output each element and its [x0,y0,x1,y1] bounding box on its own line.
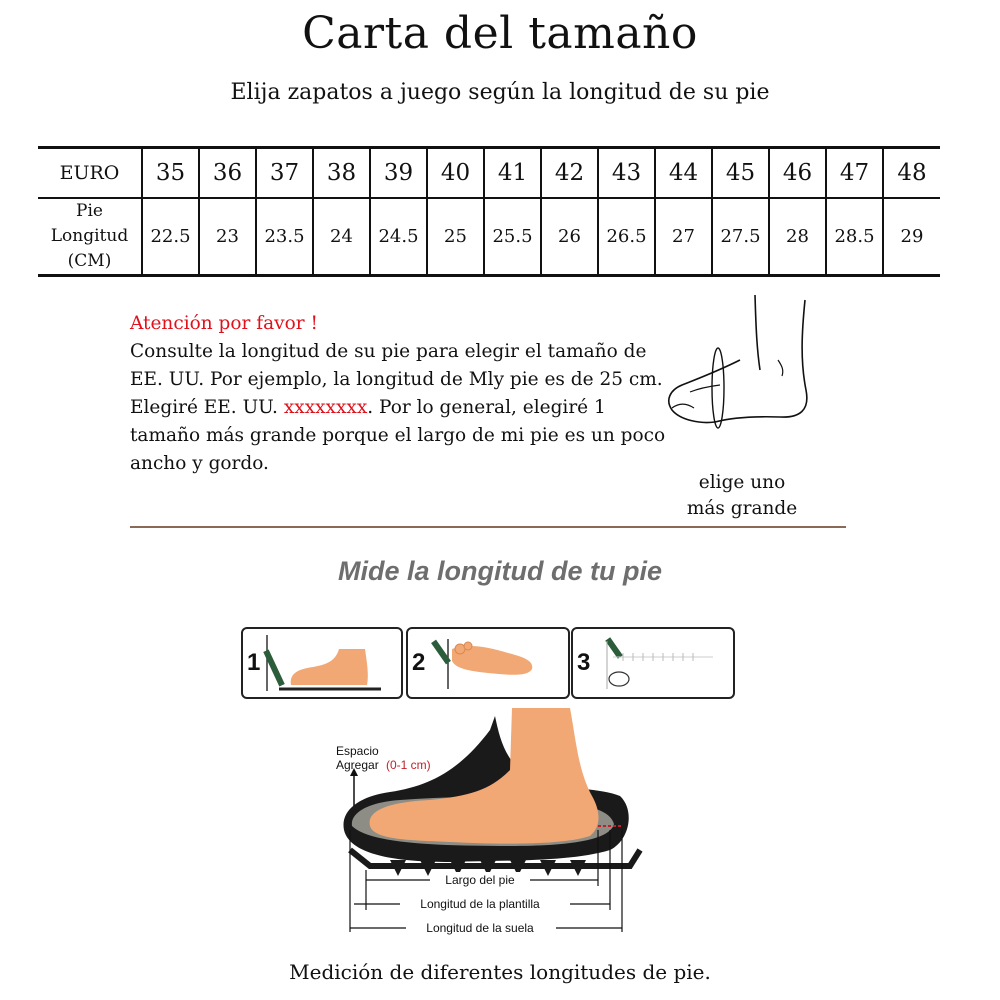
foot-length-cell: 23.5 [256,198,313,276]
euro-size-cell: 46 [769,148,826,198]
euro-size-row [38,148,940,198]
space-label: Espacio [336,744,379,758]
foot-length-label [38,198,142,276]
foot-length-cell: 26 [541,198,598,276]
foot-length-cell: 24.5 [370,198,427,276]
foot-length-label-line: Longitud [50,225,129,246]
foot-length-cell: 25.5 [484,198,541,276]
foot-length-cell: 23 [199,198,256,276]
insole-length-label: Longitud de la plantilla [420,897,540,911]
foot-length-row [38,198,940,276]
euro-size-cell: 39 [370,148,427,198]
measure-title: Mide la longitud de tu pie [338,556,662,586]
euro-size-cell: 44 [655,148,712,198]
shoe-icon [343,708,640,876]
notice-warning: Atención por favor ! [130,313,318,334]
shoe-measurement-diagram [330,700,650,950]
step-3-panel [571,627,735,699]
step-number: 1 [247,649,261,676]
foot-length-cell: 29 [883,198,940,276]
sole-length-label: Longitud de la suela [426,921,534,935]
notice-text-end: . Por lo general, elegiré 1 tamaño más grande porque el largo de mi pie es un poco ancho y gordo. [130,397,666,474]
foot-length-cell: 26.5 [598,198,655,276]
euro-size-cell: 40 [427,148,484,198]
euro-size-cell: 48 [883,148,940,198]
add-label: Agregar [336,758,379,772]
space-range-label: (0-1 cm) [386,758,431,772]
euro-size-cell: 41 [484,148,541,198]
notice-paragraph [130,310,675,478]
step-1-panel [241,627,403,699]
section-divider [130,526,846,528]
foot-length-cell: 24 [313,198,370,276]
foot-length-cell: 28.5 [826,198,883,276]
size-chart-table [38,146,940,277]
euro-label: EURO [38,148,142,198]
foot-length-cell: 27 [655,198,712,276]
foot-length-label: Largo del pie [445,873,515,887]
foot-length-cell: 25 [427,198,484,276]
foot-side-sketch-icon [660,290,820,440]
step-2-panel [406,627,570,699]
foot-length-cell: 22.5 [142,198,199,276]
page-title: Carta del tamaño [302,8,698,59]
step-number: 3 [577,649,591,676]
foot-length-label-line: (CM) [67,250,112,271]
euro-size-cell: 43 [598,148,655,198]
euro-size-cell: 35 [142,148,199,198]
foot-length-cell: 28 [769,198,826,276]
choose-bigger-line: más grande [686,498,798,519]
euro-size-cell: 37 [256,148,313,198]
euro-size-cell: 38 [313,148,370,198]
foot-icon [408,629,568,697]
euro-size-cell: 36 [199,148,256,198]
page-subtitle: Elija zapatos a juego según la longitud de su pie [230,80,770,105]
notice-highlight: xxxxxxxx [283,397,368,418]
notice-text: Consulte la longitud de su pie para elegir el tamaño de EE. UU. Por ejemplo, la longitud de Mly pie es de 25 cm. Elegiré EE. UU. [130,341,663,418]
euro-size-cell: 47 [826,148,883,198]
foot-length-cell: 27.5 [712,198,769,276]
ruler-icon [573,629,733,697]
foot-length-label-line: Pie [76,200,103,221]
euro-size-cell: 42 [541,148,598,198]
choose-bigger-note [672,470,812,522]
euro-size-cell: 45 [712,148,769,198]
choose-bigger-line: elige uno [698,472,786,493]
foot-icon [243,629,401,697]
footer-caption: Medición de diferentes longitudes de pie. [289,960,711,984]
step-number: 2 [412,649,426,676]
